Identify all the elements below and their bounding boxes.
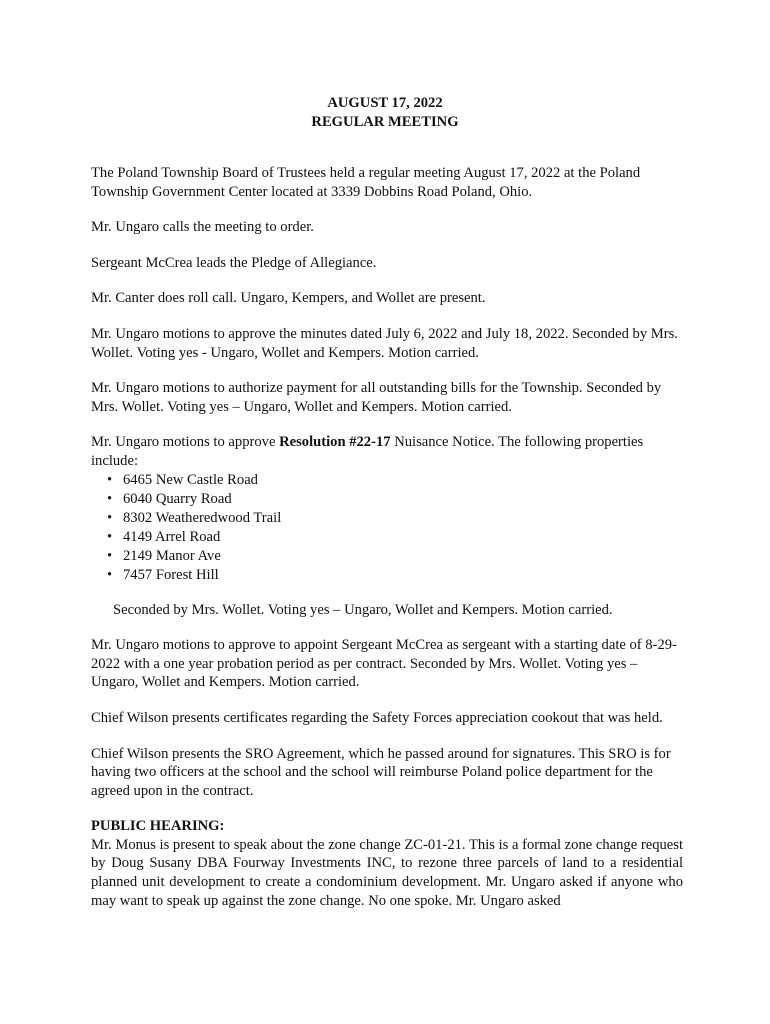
document-header: [0, 94, 770, 131]
property-address: 6040 Quarry Road: [123, 490, 232, 507]
list-item: [107, 528, 683, 547]
resolution-vote-paragraph: Seconded by Mrs. Wollet. Voting yes – Ungaro, Wollet and Kempers. Motion carried.: [113, 601, 613, 618]
list-item: [107, 471, 683, 490]
property-address: 4149 Arrel Road: [123, 528, 221, 545]
resolution-number: Resolution #22-17: [279, 434, 391, 451]
pledge-paragraph: Sergeant McCrea leads the Pledge of Allegiance.: [91, 254, 377, 271]
resolution-paragraph: [91, 433, 683, 470]
sro-agreement-paragraph: Chief Wilson presents the SRO Agreement, which he passed around for signatures. This SRO is for having two officers at the school and the school will reimburse Poland police department for the agreed upon in the contract.: [91, 745, 671, 799]
list-item: [107, 509, 683, 528]
call-to-order-paragraph: Mr. Ungaro calls the meeting to order.: [91, 219, 314, 236]
public-hearing-paragraph: Mr. Monus is present to speak about the zone change ZC-01-21. This is a formal zone change request by Doug Susany DBA Fourway Investments INC, to rezone three parcels of land to a residential planned unit development to create a condominium development. Mr. Ungaro asked if anyone who may want to speak up against the zone change. No one spoke. Mr. Ungaro asked: [91, 836, 683, 909]
minutes-approval-paragraph: Mr. Ungaro motions to approve the minutes dated July 6, 2022 and July 18, 2022. Seconded by Mrs. Wollet. Voting yes - Ungaro, Wollet and Kempers. Motion carried.: [91, 325, 678, 361]
property-address: 8302 Weatheredwood Trail: [123, 509, 282, 526]
list-item: [107, 490, 683, 509]
bullet-icon: •: [107, 566, 113, 583]
property-address: 2149 Manor Ave: [123, 547, 221, 564]
sergeant-appointment-paragraph: Mr. Ungaro motions to approve to appoint Sergeant McCrea as sergeant with a starting date of 8-29-2022 with a one year probation period as per contract. Seconded by Mrs. Wollet. Voting yes – Ungaro, Wollet and Kempers. Motion carried.: [91, 637, 677, 691]
meeting-title: REGULAR MEETING: [311, 113, 459, 130]
bullet-icon: •: [107, 528, 113, 545]
bullet-icon: •: [107, 490, 113, 507]
bullet-icon: •: [107, 509, 113, 526]
list-item: [107, 566, 683, 585]
roll-call-paragraph: Mr. Canter does roll call. Ungaro, Kempers, and Wollet are present.: [91, 290, 486, 307]
property-list: [91, 471, 683, 585]
bullet-icon: •: [107, 471, 113, 488]
property-address: 6465 New Castle Road: [123, 471, 258, 488]
public-hearing-heading: PUBLIC HEARING:: [91, 818, 225, 835]
list-item: [107, 547, 683, 566]
minutes-body: [91, 164, 683, 927]
intro-paragraph: The Poland Township Board of Trustees held a regular meeting August 17, 2022 at the Poland Township Government Center located at 3339 Dobbins Road Poland, Ohio.: [91, 165, 641, 200]
meeting-date: AUGUST 17, 2022: [327, 95, 443, 111]
certificates-paragraph: Chief Wilson presents certificates regarding the Safety Forces appreciation cookout that was held.: [91, 709, 663, 726]
bills-payment-paragraph: Mr. Ungaro motions to authorize payment for all outstanding bills for the Township. Seconded by Mrs. Wollet. Voting yes – Ungaro, Wollet and Kempers. Motion carried.: [91, 380, 662, 415]
resolution-text-before: Mr. Ungaro motions to approve: [91, 434, 280, 451]
bullet-icon: •: [107, 547, 113, 564]
resolution-text-after: Nuisance Notice. The following properties include:: [91, 434, 644, 469]
property-address: 7457 Forest Hill: [123, 566, 219, 583]
